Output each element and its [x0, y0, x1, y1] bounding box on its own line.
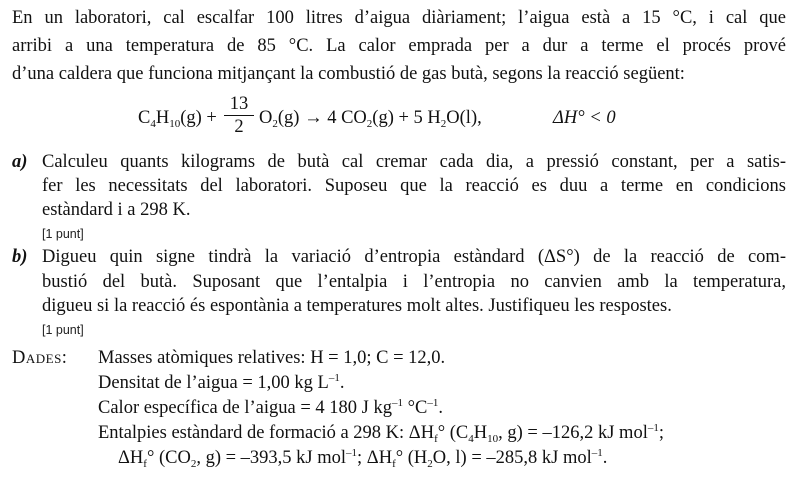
eq-h: H	[155, 108, 170, 128]
eq-g4: O(l),	[446, 108, 482, 128]
eq-c: C	[138, 108, 151, 128]
fraction-denominator: 2	[234, 117, 244, 137]
density-exp: –1	[328, 372, 340, 384]
h2o-deg: ° (H	[395, 448, 428, 468]
h2o-f: f	[392, 458, 396, 470]
intro-line-2: arribi a una temperatura de 85 °C. La calor emprada per a dur a terme el procés prové	[12, 36, 786, 56]
data-label: Dades:	[12, 348, 68, 368]
question-a-points: [1 punt]	[42, 227, 84, 241]
eq-g3: (g) + 5 H	[372, 108, 441, 128]
eq-o: O	[259, 108, 273, 128]
question-a-line-1: Calculeu quants kilograms de butà cal cremar cada dia, a pressió constant, per a satis-	[42, 152, 786, 172]
eq-g1: (g) +	[180, 108, 217, 128]
heat-exp-2: –1	[427, 397, 439, 409]
question-a-line-3: estàndard i a 298 K.	[42, 200, 191, 220]
data-enthalpy-co2-h2o	[118, 446, 607, 470]
heat-end: .	[438, 398, 444, 418]
enth-h: H	[473, 423, 488, 443]
data-specific-heat	[98, 396, 443, 420]
co2-value: , g) = –393,5 kJ mol	[196, 448, 347, 468]
data-density	[98, 371, 344, 395]
enth-value: , g) = –126,2 kJ mol	[498, 423, 648, 443]
co2-dh: ΔH	[118, 448, 144, 468]
reaction-equation-left	[138, 106, 217, 130]
fraction-numerator: 13	[224, 93, 254, 116]
question-b-line-3: digueu si la reacció és espontània a temperatures molt altes. Justifiqueu les respostes.	[42, 296, 672, 316]
eq-c-sub: 4	[150, 118, 156, 130]
co2-deg: ° (CO	[146, 448, 191, 468]
question-a-label: a)	[12, 152, 28, 172]
enth-deg: ° (C	[437, 423, 469, 443]
h2o-exp: –1	[591, 447, 603, 459]
reaction-equation-right	[259, 106, 482, 130]
heat-exp-1: –1	[392, 397, 404, 409]
h2o-sub: 2	[427, 458, 433, 470]
question-b-points: [1 punt]	[42, 323, 84, 337]
enth-f: f	[434, 433, 438, 445]
heat-unit: °C	[403, 398, 428, 418]
enth-text: Entalpies estàndard de formació a 298 K: ΔH	[98, 423, 435, 443]
data-enthalpy-butane	[98, 421, 664, 445]
density-text: Densitat de l’aigua = 1,00 kg L	[98, 373, 329, 393]
question-a-line-2: fer les necessitats del laboratori. Suposeu que la reacció es duu a terme en condicions	[42, 176, 786, 196]
eq-o-sub: 2	[272, 118, 278, 130]
eq-co2-sub: 2	[366, 118, 373, 130]
eq-h-sub: 10	[169, 118, 181, 130]
eq-h2o-sub: 2	[440, 118, 447, 130]
h2o-end: .	[602, 448, 608, 468]
data-masses: Masses atòmiques relatives: H = 1,0; C = 12,0.	[98, 348, 446, 368]
enth-c4: 4	[468, 433, 474, 445]
question-b-line-2: bustió del butà. Suposant que l’entalpia i l’entropia no canvien amb la temperatura,	[42, 272, 786, 292]
h2o-value: O, l) = –285,8 kJ mol	[432, 448, 592, 468]
eq-g2: (g) → 4 CO	[277, 108, 367, 128]
density-end: .	[339, 373, 345, 393]
question-b-line-1: Digueu quin signe tindrà la variació d’entropia estàndard (ΔS°) de la reacció de com-	[42, 247, 786, 267]
enth-end: ;	[658, 423, 664, 443]
enth-exp: –1	[647, 422, 659, 434]
h2o-dh: ; ΔH	[357, 448, 393, 468]
intro-line-3: d’una caldera que funciona mitjançant la combustió de gas butà, segons la reacció següent:	[12, 64, 685, 84]
co2-f: f	[143, 458, 147, 470]
heat-text: Calor específica de l’aigua = 4 180 J kg	[98, 398, 393, 418]
intro-line-1: En un laboratori, cal escalfar 100 litres d’aigua diàriament; l’aigua està a 15 °C, i cal que	[12, 8, 786, 28]
question-b-label: b)	[12, 247, 28, 267]
co2-sub: 2	[190, 458, 197, 470]
fraction-13-2	[224, 93, 254, 138]
enthalpy-sign: ΔH° < 0	[553, 108, 616, 128]
enth-h10: 10	[487, 433, 499, 445]
co2-exp: –1	[346, 447, 358, 459]
